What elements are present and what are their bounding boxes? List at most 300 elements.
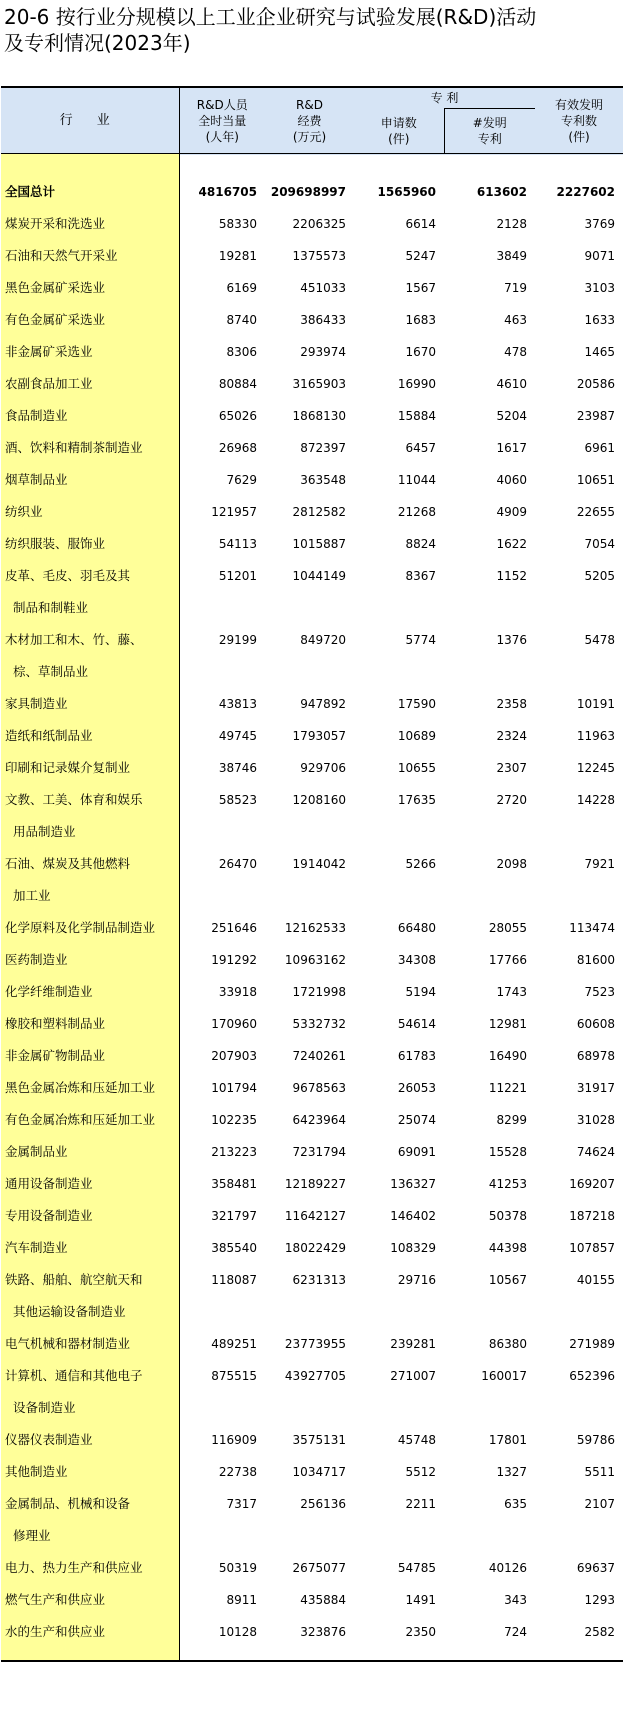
rd-personnel-value: 875515 — [211, 1369, 257, 1383]
rd-personnel-value: 207903 — [211, 1049, 257, 1063]
valid-patents-value: 2582 — [584, 1625, 615, 1639]
industry-name: 造纸和纸制品业 — [1, 720, 179, 752]
rd-personnel-value: 6169 — [226, 281, 257, 295]
industry-name: 黑色金属冶炼和压延加工业 — [1, 1072, 179, 1104]
industry-name: 汽车制造业 — [1, 1232, 179, 1264]
table-row — [1, 624, 623, 656]
table-row — [1, 880, 623, 912]
rd-personnel-value: 26968 — [218, 441, 257, 455]
rd-personnel-value: 7629 — [226, 473, 257, 487]
industry-name: 燃气生产和供应业 — [1, 1584, 179, 1616]
rd-expenditure-value — [265, 1520, 354, 1552]
valid-patents-value — [535, 1520, 623, 1552]
patent-applications-value: 6457 — [405, 441, 436, 455]
rd-expenditure-value: 1044149 — [292, 569, 346, 583]
valid-patents-value: 69637 — [576, 1561, 615, 1575]
invention-patents-value: 12981 — [488, 1017, 527, 1031]
industry-name: 铁路、船舶、航空航天和 — [1, 1264, 179, 1296]
rd-personnel-value: 7317 — [226, 1497, 257, 1511]
rd-expenditure-value: 6423964 — [292, 1113, 346, 1127]
rd-personnel-value: 116909 — [211, 1433, 257, 1447]
valid-patents-value: 5511 — [584, 1465, 615, 1479]
patent-applications-value: 1491 — [405, 1593, 436, 1607]
table-row — [1, 528, 623, 560]
header-valid-patents-line1: 有效发明 — [554, 97, 603, 112]
table-row — [1, 1136, 623, 1168]
rd-expenditure-value: 43927705 — [284, 1369, 346, 1383]
rd-expenditure-value: 12189227 — [284, 1177, 346, 1191]
header-invention-patents — [444, 109, 535, 154]
rd-expenditure-value: 209698997 — [270, 185, 346, 199]
table-row — [1, 1104, 623, 1136]
rd-expenditure-value: 1015887 — [292, 537, 346, 551]
valid-patents-value: 11963 — [576, 729, 615, 743]
valid-patents-value: 20586 — [576, 377, 615, 391]
valid-patents-value: 10191 — [576, 697, 615, 711]
invention-patents-value: 16490 — [488, 1049, 527, 1063]
industry-name: 非金属矿物制品业 — [1, 1040, 179, 1072]
invention-patents-value: 343 — [504, 1593, 527, 1607]
rd-personnel-value: 26470 — [218, 857, 257, 871]
industry-name: 食品制造业 — [1, 400, 179, 432]
rd-expenditure-value: 12162533 — [284, 921, 346, 935]
industry-name: 印刷和记录媒介复制业 — [1, 752, 179, 784]
valid-patents-value: 81600 — [576, 953, 615, 967]
invention-patents-value: 1376 — [496, 633, 527, 647]
rd-expenditure-value: 451033 — [300, 281, 346, 295]
patent-applications-value: 5774 — [405, 633, 436, 647]
rd-expenditure-value: 256136 — [300, 1497, 346, 1511]
valid-patents-value: 74624 — [576, 1145, 615, 1159]
industry-name: 用品制造业 — [1, 816, 179, 848]
industry-name: 木材加工和木、竹、藤、 — [1, 624, 179, 656]
table-row — [1, 816, 623, 848]
invention-patents-value — [444, 656, 535, 688]
valid-patents-value: 7523 — [584, 985, 615, 999]
patent-applications-value: 11044 — [397, 473, 436, 487]
valid-patents-value: 7921 — [584, 857, 615, 871]
rd-personnel-value: 8306 — [226, 345, 257, 359]
table-row — [1, 1264, 623, 1296]
patent-applications-value: 34308 — [397, 953, 436, 967]
rd-personnel-value — [179, 1296, 265, 1328]
table-row — [1, 976, 623, 1008]
rd-personnel-value: 29199 — [218, 633, 257, 647]
valid-patents-value: 68978 — [576, 1049, 615, 1063]
invention-patents-value: 4909 — [496, 505, 527, 519]
valid-patents-value: 271989 — [569, 1337, 615, 1351]
rd-expenditure-value: 2812582 — [292, 505, 346, 519]
rd-expenditure-value: 849720 — [300, 633, 346, 647]
invention-patents-value: 86380 — [488, 1337, 527, 1351]
rd-expenditure-value: 6231313 — [292, 1273, 346, 1287]
rd-personnel-value: 8740 — [226, 313, 257, 327]
valid-patents-value: 31028 — [576, 1113, 615, 1127]
valid-patents-value: 59786 — [576, 1433, 615, 1447]
invention-patents-value: 2098 — [496, 857, 527, 871]
header-rd-expenditure-line1: R&D — [296, 97, 323, 112]
patent-applications-value: 16990 — [397, 377, 436, 391]
valid-patents-value: 3103 — [584, 281, 615, 295]
rd-personnel-value: 358481 — [211, 1177, 257, 1191]
invention-patents-value: 8299 — [496, 1113, 527, 1127]
invention-patents-value: 160017 — [481, 1369, 527, 1383]
valid-patents-value: 187218 — [569, 1209, 615, 1223]
rd-personnel-value — [179, 656, 265, 688]
table-row — [1, 432, 623, 464]
header-invention-patents-line2: 专利 — [477, 132, 502, 146]
patent-applications-value: 1670 — [405, 345, 436, 359]
industry-name: 金属制品、机械和设备 — [1, 1488, 179, 1520]
rd-personnel-value: 489251 — [211, 1337, 257, 1351]
rd-expenditure-value: 1721998 — [292, 985, 346, 999]
table-row — [1, 240, 623, 272]
patent-applications-value: 25074 — [397, 1113, 436, 1127]
industry-name: 棕、草制品业 — [1, 656, 179, 688]
valid-patents-value: 2107 — [584, 1497, 615, 1511]
invention-patents-value: 4060 — [496, 473, 527, 487]
rd-expenditure-value — [265, 1296, 354, 1328]
patent-applications-value: 5247 — [405, 249, 436, 263]
invention-patents-value: 10567 — [488, 1273, 527, 1287]
industry-name: 其他制造业 — [1, 1456, 179, 1488]
valid-patents-value: 113474 — [569, 921, 615, 935]
header-rd-expenditure-line3: (万元) — [292, 129, 327, 144]
patent-applications-value: 66480 — [397, 921, 436, 935]
rd-expenditure-value: 1914042 — [292, 857, 346, 871]
industry-name: 石油和天然气开采业 — [1, 240, 179, 272]
patent-applications-value: 45748 — [397, 1433, 436, 1447]
table-row — [1, 1328, 623, 1360]
data-table — [1, 86, 623, 1662]
header-valid-patents-line3: (件) — [568, 129, 590, 144]
table-row — [1, 1360, 623, 1392]
rd-personnel-value: 54113 — [218, 537, 257, 551]
industry-name: 有色金属矿采选业 — [1, 304, 179, 336]
rd-expenditure-value: 1375573 — [292, 249, 346, 263]
table-row — [1, 464, 623, 496]
rd-personnel-value: 191292 — [211, 953, 257, 967]
header-applications — [354, 109, 444, 154]
invention-patents-value: 478 — [504, 345, 527, 359]
valid-patents-value: 40155 — [576, 1273, 615, 1287]
rd-expenditure-value: 2675077 — [292, 1561, 346, 1575]
rd-expenditure-value: 5332732 — [292, 1017, 346, 1031]
patent-applications-value — [354, 816, 444, 848]
invention-patents-value: 40126 — [488, 1561, 527, 1575]
industry-name: 农副食品加工业 — [1, 368, 179, 400]
patent-applications-value: 26053 — [397, 1081, 436, 1095]
invention-patents-value: 3849 — [496, 249, 527, 263]
table-row — [1, 1008, 623, 1040]
industry-name: 皮革、毛皮、羽毛及其 — [1, 560, 179, 592]
table-row — [1, 272, 623, 304]
invention-patents-value: 17801 — [488, 1433, 527, 1447]
patent-applications-value — [354, 656, 444, 688]
header-applications-line1: 申请数 — [380, 115, 417, 130]
valid-patents-value: 10651 — [576, 473, 615, 487]
table-row — [1, 1584, 623, 1616]
table-row — [1, 1200, 623, 1232]
industry-name: 橡胶和塑料制品业 — [1, 1008, 179, 1040]
invention-patents-value: 613602 — [476, 185, 527, 199]
table-row — [1, 496, 623, 528]
rd-personnel-value: 58330 — [218, 217, 257, 231]
invention-patents-value: 1617 — [496, 441, 527, 455]
table-row — [1, 912, 623, 944]
valid-patents-value: 1293 — [584, 1593, 615, 1607]
invention-patents-value: 1152 — [496, 569, 527, 583]
invention-patents-value — [444, 592, 535, 624]
industry-name: 其他运输设备制造业 — [1, 1296, 179, 1328]
patent-applications-value: 5194 — [405, 985, 436, 999]
invention-patents-value: 17766 — [488, 953, 527, 967]
header-valid-patents — [535, 88, 623, 154]
rd-personnel-value: 22738 — [218, 1465, 257, 1479]
industry-name: 有色金属冶炼和压延加工业 — [1, 1104, 179, 1136]
rd-personnel-value — [179, 880, 265, 912]
industry-name: 设备制造业 — [1, 1392, 179, 1424]
header-valid-patents-line2: 专利数 — [560, 113, 597, 128]
rd-expenditure-value: 1208160 — [292, 793, 346, 807]
valid-patents-value: 6961 — [584, 441, 615, 455]
table-row — [1, 1168, 623, 1200]
industry-name: 医药制造业 — [1, 944, 179, 976]
valid-patents-value: 12245 — [576, 761, 615, 775]
table-row — [1, 688, 623, 720]
valid-patents-value: 5205 — [584, 569, 615, 583]
header-rd-personnel-line2: 全时当量 — [198, 113, 247, 128]
rd-personnel-value: 10128 — [218, 1625, 257, 1639]
header-rd-expenditure-line2: 经费 — [297, 113, 322, 128]
invention-patents-value — [444, 1296, 535, 1328]
table-row — [1, 1520, 623, 1552]
industry-name: 电气机械和器材制造业 — [1, 1328, 179, 1360]
industry-name: 制品和制鞋业 — [1, 592, 179, 624]
rd-expenditure-value: 1868130 — [292, 409, 346, 423]
industry-name: 非金属矿采选业 — [1, 336, 179, 368]
table-row — [1, 592, 623, 624]
invention-patents-value: 11221 — [488, 1081, 527, 1095]
patent-applications-value — [354, 1296, 444, 1328]
rd-personnel-value: 213223 — [211, 1145, 257, 1159]
title-line-2: 及专利情况(2023年) — [4, 31, 191, 55]
patent-applications-value — [354, 1520, 444, 1552]
rd-expenditure-value: 929706 — [300, 761, 346, 775]
valid-patents-value — [535, 880, 623, 912]
valid-patents-value — [535, 1296, 623, 1328]
rd-personnel-value — [179, 1520, 265, 1552]
industry-name: 纺织服装、服饰业 — [1, 528, 179, 560]
table-row — [1, 848, 623, 880]
rd-personnel-value: 80884 — [218, 377, 257, 391]
invention-patents-value: 41253 — [488, 1177, 527, 1191]
patent-applications-value: 5512 — [405, 1465, 436, 1479]
header-rd-expenditure — [265, 88, 354, 154]
rd-personnel-value: 58523 — [218, 793, 257, 807]
rd-personnel-value: 49745 — [218, 729, 257, 743]
industry-name: 全国总计 — [1, 176, 179, 208]
data-table-container — [1, 86, 623, 1662]
rd-personnel-value — [179, 816, 265, 848]
header-industry: 行 业 — [1, 88, 179, 154]
table-header — [1, 87, 623, 154]
patent-applications-value — [354, 592, 444, 624]
valid-patents-value: 9071 — [584, 249, 615, 263]
industry-name: 专用设备制造业 — [1, 1200, 179, 1232]
valid-patents-value — [535, 592, 623, 624]
patent-applications-value: 8824 — [405, 537, 436, 551]
patent-applications-value: 17590 — [397, 697, 436, 711]
header-applications-line2: (件) — [388, 131, 410, 146]
rd-personnel-value: 251646 — [211, 921, 257, 935]
table-spacer-row — [1, 154, 623, 176]
valid-patents-value: 23987 — [576, 409, 615, 423]
rd-expenditure-value: 9678563 — [292, 1081, 346, 1095]
invention-patents-value: 2307 — [496, 761, 527, 775]
industry-name: 金属制品业 — [1, 1136, 179, 1168]
table-row — [1, 1296, 623, 1328]
invention-patents-value — [444, 880, 535, 912]
rd-personnel-value — [179, 592, 265, 624]
rd-personnel-value: 38746 — [218, 761, 257, 775]
table-row — [1, 1488, 623, 1520]
rd-personnel-value: 4816705 — [198, 185, 257, 199]
table-row — [1, 208, 623, 240]
table-body — [1, 154, 623, 1661]
rd-personnel-value: 385540 — [211, 1241, 257, 1255]
rd-expenditure-value — [265, 880, 354, 912]
rd-personnel-value: 50319 — [218, 1561, 257, 1575]
valid-patents-value: 5478 — [584, 633, 615, 647]
invention-patents-value — [444, 816, 535, 848]
patent-applications-value: 1683 — [405, 313, 436, 327]
industry-name: 煤炭开采和洗选业 — [1, 208, 179, 240]
rd-expenditure-value: 363548 — [300, 473, 346, 487]
patent-applications-value: 61783 — [397, 1049, 436, 1063]
valid-patents-value: 60608 — [576, 1017, 615, 1031]
table-row — [1, 1072, 623, 1104]
table-row — [1, 1392, 623, 1424]
header-patent-group: 专 利 — [354, 88, 535, 109]
patent-applications-value: 17635 — [397, 793, 436, 807]
valid-patents-value: 3769 — [584, 217, 615, 231]
invention-patents-value: 719 — [504, 281, 527, 295]
table-row — [1, 1552, 623, 1584]
industry-name: 电力、热力生产和供应业 — [1, 1552, 179, 1584]
rd-expenditure-value: 23773955 — [284, 1337, 346, 1351]
industry-name: 石油、煤炭及其他燃料 — [1, 848, 179, 880]
rd-personnel-value: 65026 — [218, 409, 257, 423]
rd-expenditure-value: 3165903 — [292, 377, 346, 391]
patent-applications-value: 5266 — [405, 857, 436, 871]
rd-personnel-value: 102235 — [211, 1113, 257, 1127]
table-row — [1, 720, 623, 752]
header-invention-patents-line1: #发明 — [472, 116, 507, 130]
header-rd-personnel-line3: (人年) — [205, 129, 239, 144]
patent-applications-value: 69091 — [397, 1145, 436, 1159]
rd-expenditure-value — [265, 592, 354, 624]
title-line-1: 20-6 按行业分规模以上工业企业研究与试验发展(R&D)活动 — [4, 5, 537, 29]
patent-applications-value: 136327 — [390, 1177, 436, 1191]
rd-expenditure-value: 386433 — [300, 313, 346, 327]
invention-patents-value: 1622 — [496, 537, 527, 551]
rd-expenditure-value: 11642127 — [284, 1209, 346, 1223]
rd-personnel-value: 170960 — [211, 1017, 257, 1031]
invention-patents-value — [444, 1520, 535, 1552]
rd-personnel-value: 19281 — [218, 249, 257, 263]
invention-patents-value: 724 — [504, 1625, 527, 1639]
rd-expenditure-value: 1034717 — [292, 1465, 346, 1479]
rd-expenditure-value: 435884 — [300, 1593, 346, 1607]
rd-expenditure-value: 947892 — [300, 697, 346, 711]
industry-name: 烟草制品业 — [1, 464, 179, 496]
table-row — [1, 752, 623, 784]
rd-expenditure-value: 2206325 — [292, 217, 346, 231]
valid-patents-value — [535, 656, 623, 688]
patent-applications-value: 1567 — [405, 281, 436, 295]
industry-name: 酒、饮料和精制茶制造业 — [1, 432, 179, 464]
invention-patents-value: 2128 — [496, 217, 527, 231]
patent-applications-value: 108329 — [390, 1241, 436, 1255]
industry-name: 纺织业 — [1, 496, 179, 528]
rd-personnel-value — [179, 1392, 265, 1424]
valid-patents-value: 14228 — [576, 793, 615, 807]
table-row — [1, 1040, 623, 1072]
rd-expenditure-value: 293974 — [300, 345, 346, 359]
table-end-row — [1, 1648, 623, 1661]
rd-personnel-value: 33918 — [218, 985, 257, 999]
industry-name: 计算机、通信和其他电子 — [1, 1360, 179, 1392]
invention-patents-value: 28055 — [488, 921, 527, 935]
table-row — [1, 1424, 623, 1456]
table-row — [1, 784, 623, 816]
rd-expenditure-value — [265, 816, 354, 848]
table-row — [1, 368, 623, 400]
rd-expenditure-value: 323876 — [300, 1625, 346, 1639]
patent-applications-value: 146402 — [390, 1209, 436, 1223]
valid-patents-value: 1465 — [584, 345, 615, 359]
header-rd-personnel — [179, 88, 265, 154]
patent-applications-value: 1565960 — [377, 185, 436, 199]
table-row-total — [1, 176, 623, 208]
invention-patents-value: 44398 — [488, 1241, 527, 1255]
industry-name: 黑色金属矿采选业 — [1, 272, 179, 304]
patent-applications-value: 54614 — [397, 1017, 436, 1031]
industry-name: 家具制造业 — [1, 688, 179, 720]
patent-applications-value: 2211 — [405, 1497, 436, 1511]
page-title — [4, 4, 614, 56]
invention-patents-value: 1327 — [496, 1465, 527, 1479]
industry-name: 文教、工美、体育和娱乐 — [1, 784, 179, 816]
invention-patents-value: 1743 — [496, 985, 527, 999]
patent-applications-value: 21268 — [397, 505, 436, 519]
invention-patents-value: 2358 — [496, 697, 527, 711]
valid-patents-value: 107857 — [569, 1241, 615, 1255]
header-rd-personnel-line1: R&D人员 — [196, 97, 248, 112]
table-row — [1, 1616, 623, 1648]
patent-applications-value: 15884 — [397, 409, 436, 423]
patent-applications-value: 8367 — [405, 569, 436, 583]
valid-patents-value: 1633 — [584, 313, 615, 327]
invention-patents-value: 5204 — [496, 409, 527, 423]
rd-personnel-value: 101794 — [211, 1081, 257, 1095]
patent-applications-value — [354, 880, 444, 912]
valid-patents-value — [535, 1392, 623, 1424]
patent-applications-value — [354, 1392, 444, 1424]
rd-expenditure-value — [265, 656, 354, 688]
rd-expenditure-value: 10963162 — [284, 953, 346, 967]
